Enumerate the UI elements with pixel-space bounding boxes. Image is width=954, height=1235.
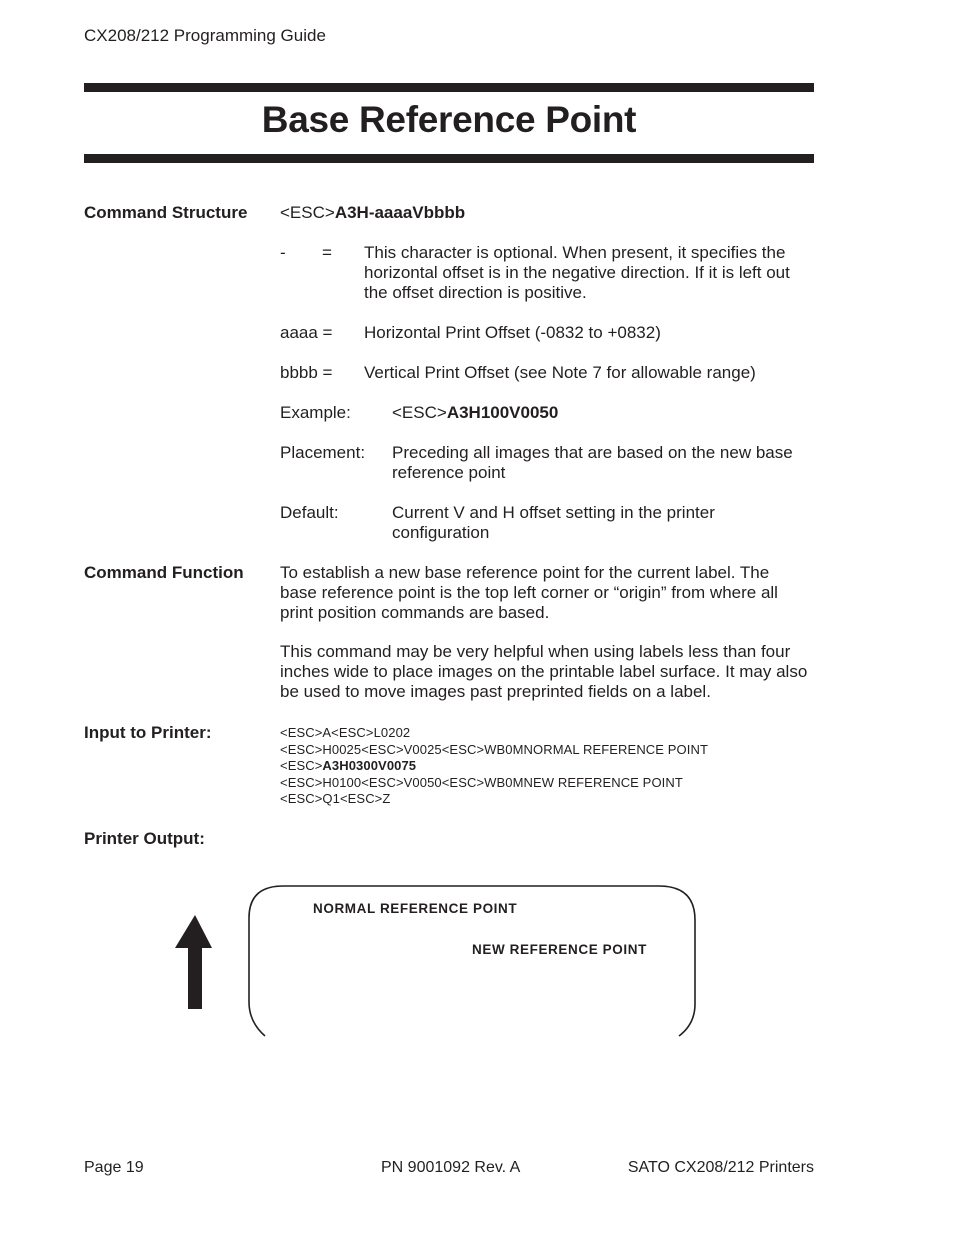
input-line: <ESC>A<ESC>L0202 — [280, 725, 411, 740]
command-function-label: Command Function — [84, 563, 244, 582]
label-new-reference-text: NEW REFERENCE POINT — [472, 942, 647, 957]
param-key: aaaa = — [280, 323, 333, 342]
param-desc-line: horizontal offset is in the negative direction. If it is left out — [364, 263, 790, 282]
footer-product: SATO CX208/212 Printers — [627, 1159, 814, 1176]
input-command: A3H0300V0075 — [322, 758, 417, 773]
default-line: configuration — [392, 523, 490, 542]
command-structure-label: Command Structure — [84, 203, 248, 222]
placement-line: reference point — [392, 463, 506, 482]
param-key: bbbb = — [280, 363, 333, 382]
page-title: Base Reference Point — [261, 99, 637, 140]
param-equals: = — [322, 243, 332, 262]
function-para-line: inches wide to place images on the printable label surface. It may also — [280, 662, 808, 681]
param-desc-line: Horizontal Print Offset (-0832 to +0832) — [364, 323, 661, 342]
label-normal-reference-text: NORMAL REFERENCE POINT — [313, 901, 518, 916]
input-line: <ESC>H0025<ESC>V0025<ESC>WB0MNORMAL REFERENCE POINT — [280, 741, 708, 757]
param-desc-line: the offset direction is positive. — [364, 283, 587, 302]
default-line: Current V and H offset setting in the printer — [392, 503, 715, 522]
title-bottom-rule — [84, 154, 814, 163]
function-para-line: print position commands are based. — [280, 603, 550, 622]
placement-label: Placement: — [280, 443, 366, 462]
function-para-line: base reference point is the top left corner or “origin” from where all — [280, 583, 778, 602]
input-line: <ESC>Q1<ESC>Z — [280, 791, 391, 806]
input-prefix: <ESC> — [280, 758, 323, 773]
default-label: Default: — [280, 503, 339, 522]
title-top-rule — [84, 83, 814, 92]
function-para-line: This command may be very helpful when using labels less than four — [280, 642, 791, 661]
footer-page-number: Page 19 — [84, 1159, 144, 1176]
command-structure-syntax — [280, 203, 465, 223]
input-to-printer-label: Input to Printer: — [84, 723, 212, 742]
example-value — [392, 403, 558, 423]
function-para-line: To establish a new base reference point for the current label. The — [280, 563, 770, 582]
input-line — [280, 758, 416, 775]
example-label: Example: — [280, 403, 351, 422]
input-line: <ESC>H0100<ESC>V0050<ESC>WB0MNEW REFERENCE POINT — [280, 774, 683, 790]
command-prefix: <ESC> — [280, 203, 335, 222]
footer-part-number: PN 9001092 Rev. A — [381, 1159, 521, 1176]
printer-output-label: Printer Output: — [84, 829, 205, 848]
placement-line: Preceding all images that are based on the new base — [392, 443, 793, 462]
example-command: A3H100V0050 — [446, 403, 559, 422]
command-name: A3H-aaaaVbbbb — [334, 203, 466, 222]
param-desc-line: Vertical Print Offset (see Note 7 for allowable range) — [364, 363, 756, 382]
example-prefix: <ESC> — [392, 403, 447, 422]
param-key: - — [280, 243, 286, 262]
guide-title: CX208/212 Programming Guide — [84, 26, 326, 45]
feed-direction-arrow-icon — [175, 915, 217, 1011]
function-para-line: be used to move images past preprinted fields on a label. — [280, 682, 711, 701]
param-desc-line: This character is optional. When present, it specifies the — [364, 243, 786, 262]
